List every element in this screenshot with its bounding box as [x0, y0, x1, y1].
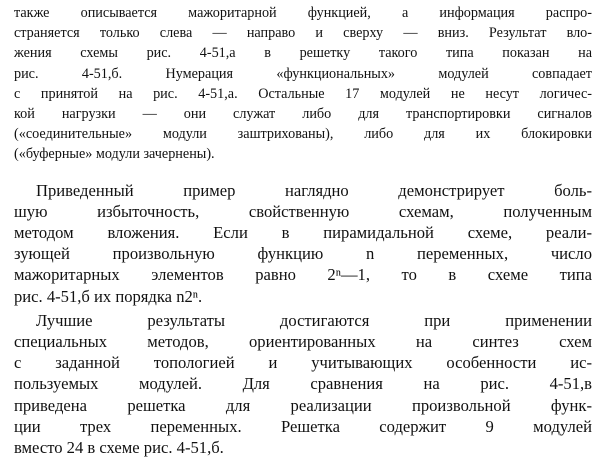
text-line: пользуемых модулей. Для сравнения на рис. 4-51,в [14, 374, 592, 394]
text-line: также описывается мажоритарной функцией, а информация распро- [14, 5, 592, 21]
document-page [14, 3, 592, 458]
text-line: специальных методов, ориентированных на синтез схем [14, 332, 592, 352]
text-line: («буферные» модули зачернены). [14, 146, 215, 163]
paragraph-spacer [14, 165, 592, 180]
text-line: шую избыточность, свойственную схемам, полученным [14, 201, 592, 221]
text-line: («соединительные» модули заштрихованы), либо для их блокировки [14, 126, 592, 143]
text-line: вместо 24 в схеме рис. 4-51,б. [14, 438, 224, 458]
text-line: с принятой на рис. 4-51,а. Остальные 17 модулей не несут логичес- [14, 85, 592, 102]
text-line: Лучшие результаты достигаются при применении [36, 310, 592, 330]
paragraph-small-print [14, 3, 592, 165]
text-line: с заданной топологией и учитывающих особенности ис- [14, 353, 592, 373]
text-line: кой нагрузки — они служат либо для транспортировки сигналов [14, 106, 592, 123]
text-line: ции трех переменных. Решетка содержит 9 модулей [14, 416, 592, 436]
text-line: приведена решетка для реализации произвольной функ- [14, 395, 592, 415]
text-line: страняется только слева — направо и сверху — вниз. Результат вло- [14, 25, 592, 42]
text-line: методом вложения. Если в пирамидальной схеме, реали- [14, 223, 592, 243]
text-line: мажоритарных элементов равно 2ⁿ—1, то в схеме типа [14, 265, 592, 285]
paragraph-redundancy [14, 180, 592, 307]
text-line: жения схемы рис. 4-51,а в решетку такого типа показан на [14, 45, 592, 62]
text-line: рис. 4-51,б их порядка n2ⁿ. [14, 286, 203, 306]
text-line: Приведенный пример наглядно демонстрирует боль- [36, 180, 592, 200]
paragraph-special-methods [14, 310, 592, 458]
text-line: зующей произвольную функцию n переменных, число [14, 244, 592, 264]
text-line: рис. 4-51,б. Нумерация «функциональных» модулей совпадает [14, 65, 592, 82]
